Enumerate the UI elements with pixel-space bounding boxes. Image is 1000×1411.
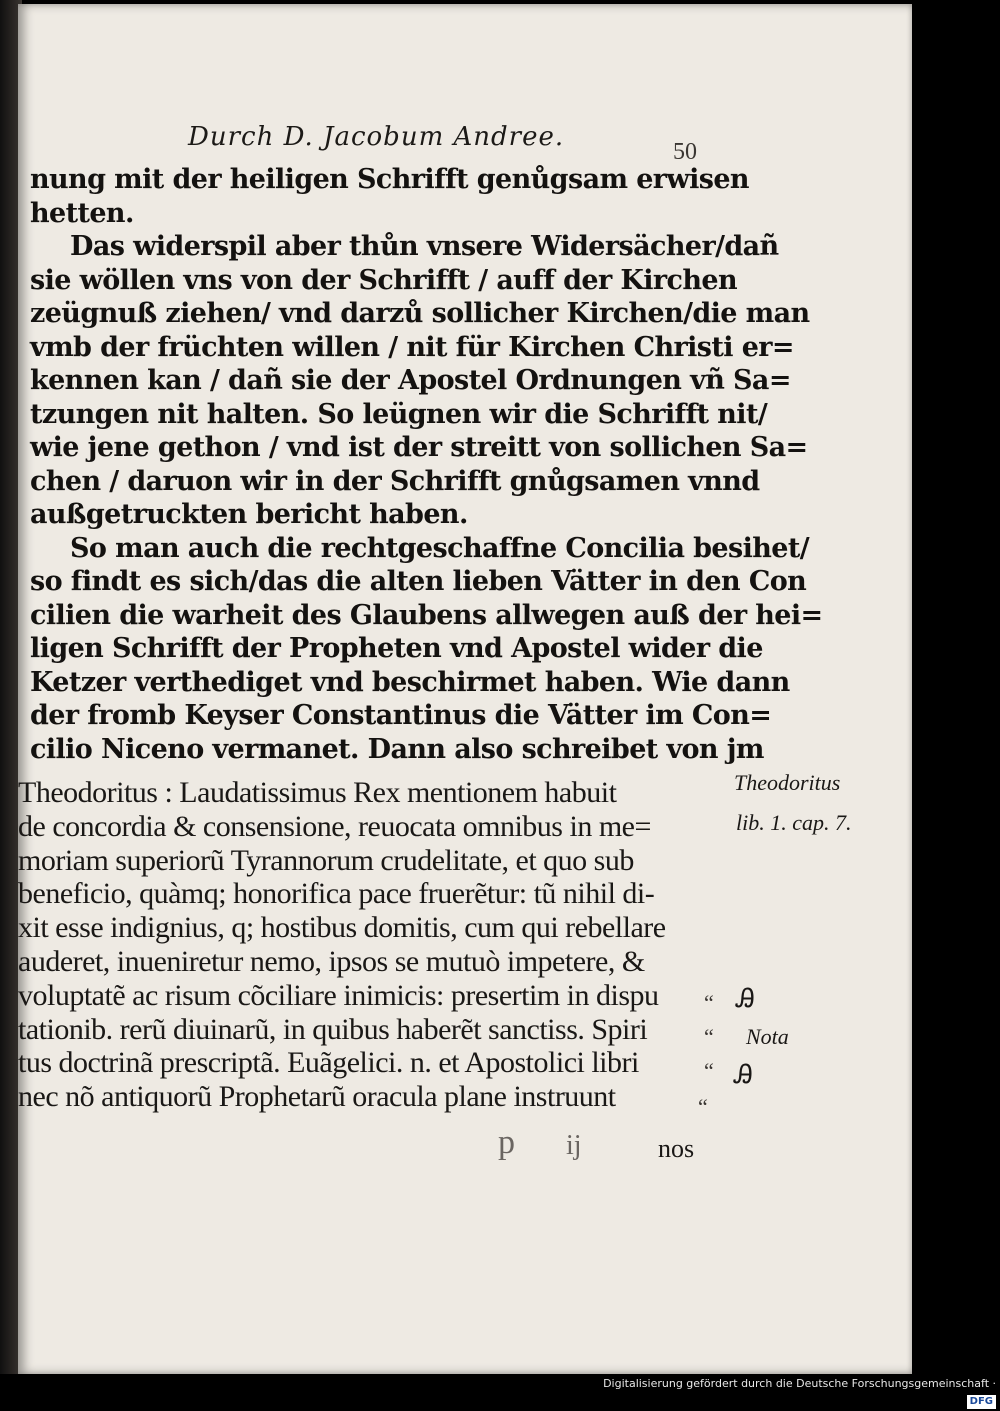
- body-text-line: ligen Schrifft der Propheten vnd Apostel wider die: [30, 633, 763, 664]
- body-text-line: Ketzer verthediget vnd beschirmet haben. Wie dann: [30, 666, 790, 698]
- latin-text-line: voluptatẽ ac risum cõciliare inimicis: presertim in dispu: [18, 978, 659, 1012]
- body-text-line: chen / daruon wir in der Schrifft gnůgsamen vnnd: [30, 465, 760, 497]
- body-text-line: zeügnuß ziehen/ vnd darzů sollicher Kirchen/die man: [30, 298, 810, 329]
- body-text-line: außgetruckten bericht haben.: [30, 499, 468, 530]
- body-text-line: so findt es sich/das die alten lieben Vätter in den Con: [30, 566, 807, 597]
- dfg-logo: DFG: [967, 1395, 996, 1409]
- latin-text-line: auderet, inueniretur nemo, ipsos se mutuò impetere, &: [18, 945, 645, 978]
- latin-text-line: moriam superiorũ Tyrannorum crudelitate, et quo sub: [18, 843, 634, 877]
- body-text-line: der fromb Keyser Constantinus die Vätter im Con=: [30, 700, 772, 731]
- latin-text-line: nec nõ antiquorũ Prophetarũ oracula plane instruunt: [18, 1080, 616, 1114]
- folio-number: 50: [673, 139, 697, 165]
- body-text-line: hetten.: [30, 197, 134, 229]
- margin-reference-location: lib. 1. cap. 7.: [736, 810, 852, 835]
- signature-letter: p: [498, 1124, 515, 1161]
- body-text-line: wie jene gethon / vnd ist der streitt von sollichen Sa=: [30, 432, 808, 463]
- body-text-line: cilio Niceno vermanet. Dann also schreibet von jm: [30, 733, 764, 765]
- footer-credit: [600, 1375, 1000, 1407]
- body-text-line: vmb der früchten willen / nit für Kirchen Christi er=: [30, 331, 794, 363]
- background-corner: [912, 0, 1000, 40]
- body-text-line: So man auch die rechtgeschaffne Concilia besihet/: [70, 532, 810, 564]
- quote-mark: “: [698, 1094, 708, 1119]
- body-text-line: tzungen nit halten. So leügnen wir die Schrifft nit/: [30, 398, 768, 430]
- latin-text-line: xit esse indignius, q; hostibus domitis, cum qui rebellare: [18, 911, 666, 945]
- body-text-line: kennen kan / dañ sie der Apostel Ordnungen vñ Sa=: [30, 365, 791, 396]
- quote-mark: “: [704, 990, 714, 1015]
- book-page: [18, 4, 912, 1374]
- body-text-line: sie wöllen vns von der Schrifft / auff der Kirchen: [30, 264, 738, 296]
- margin-reference-author: Theodoritus: [734, 770, 841, 795]
- latin-text-line: Theodoritus : Laudatissimus Rex mentionem habuit: [18, 776, 617, 809]
- catchword: nos: [658, 1134, 695, 1163]
- body-text-line: Das widerspil aber thůn vnsere Widersächer/dañ: [70, 231, 779, 262]
- running-title: Durch D. Jacobum Andree.: [188, 122, 565, 152]
- signature-number: ij: [566, 1130, 582, 1161]
- margin-paragraph-mark: Ꭿ: [736, 984, 755, 1013]
- margin-nota: Nota: [746, 1024, 789, 1049]
- margin-paragraph-mark: Ꭿ: [734, 1060, 753, 1089]
- quote-mark: “: [704, 1058, 714, 1083]
- footer-credit-text: Digitalisierung gefördert durch die Deutsche Forschungsgemeinschaft ·: [603, 1377, 996, 1390]
- latin-text-line: tationib. rerũ diuinarũ, in quibus haberẽt sanctiss. Spiri: [18, 1012, 648, 1046]
- body-text-line: nung mit der heiligen Schrifft genůgsam erwisen: [30, 164, 749, 195]
- quote-mark: “: [704, 1024, 714, 1049]
- latin-text-line: beneficio, quàmq; honorifica pace fruerẽtur: tũ nihil di-: [18, 877, 655, 911]
- latin-text-line: de concordia & consensione, reuocata omnibus in me=: [18, 809, 651, 843]
- body-text-line: cilien die warheit des Glaubens allwegen auß der hei=: [30, 599, 823, 631]
- latin-text-line: tus doctrinã prescriptã. Euãgelici. n. et Apostolici libri: [18, 1046, 639, 1080]
